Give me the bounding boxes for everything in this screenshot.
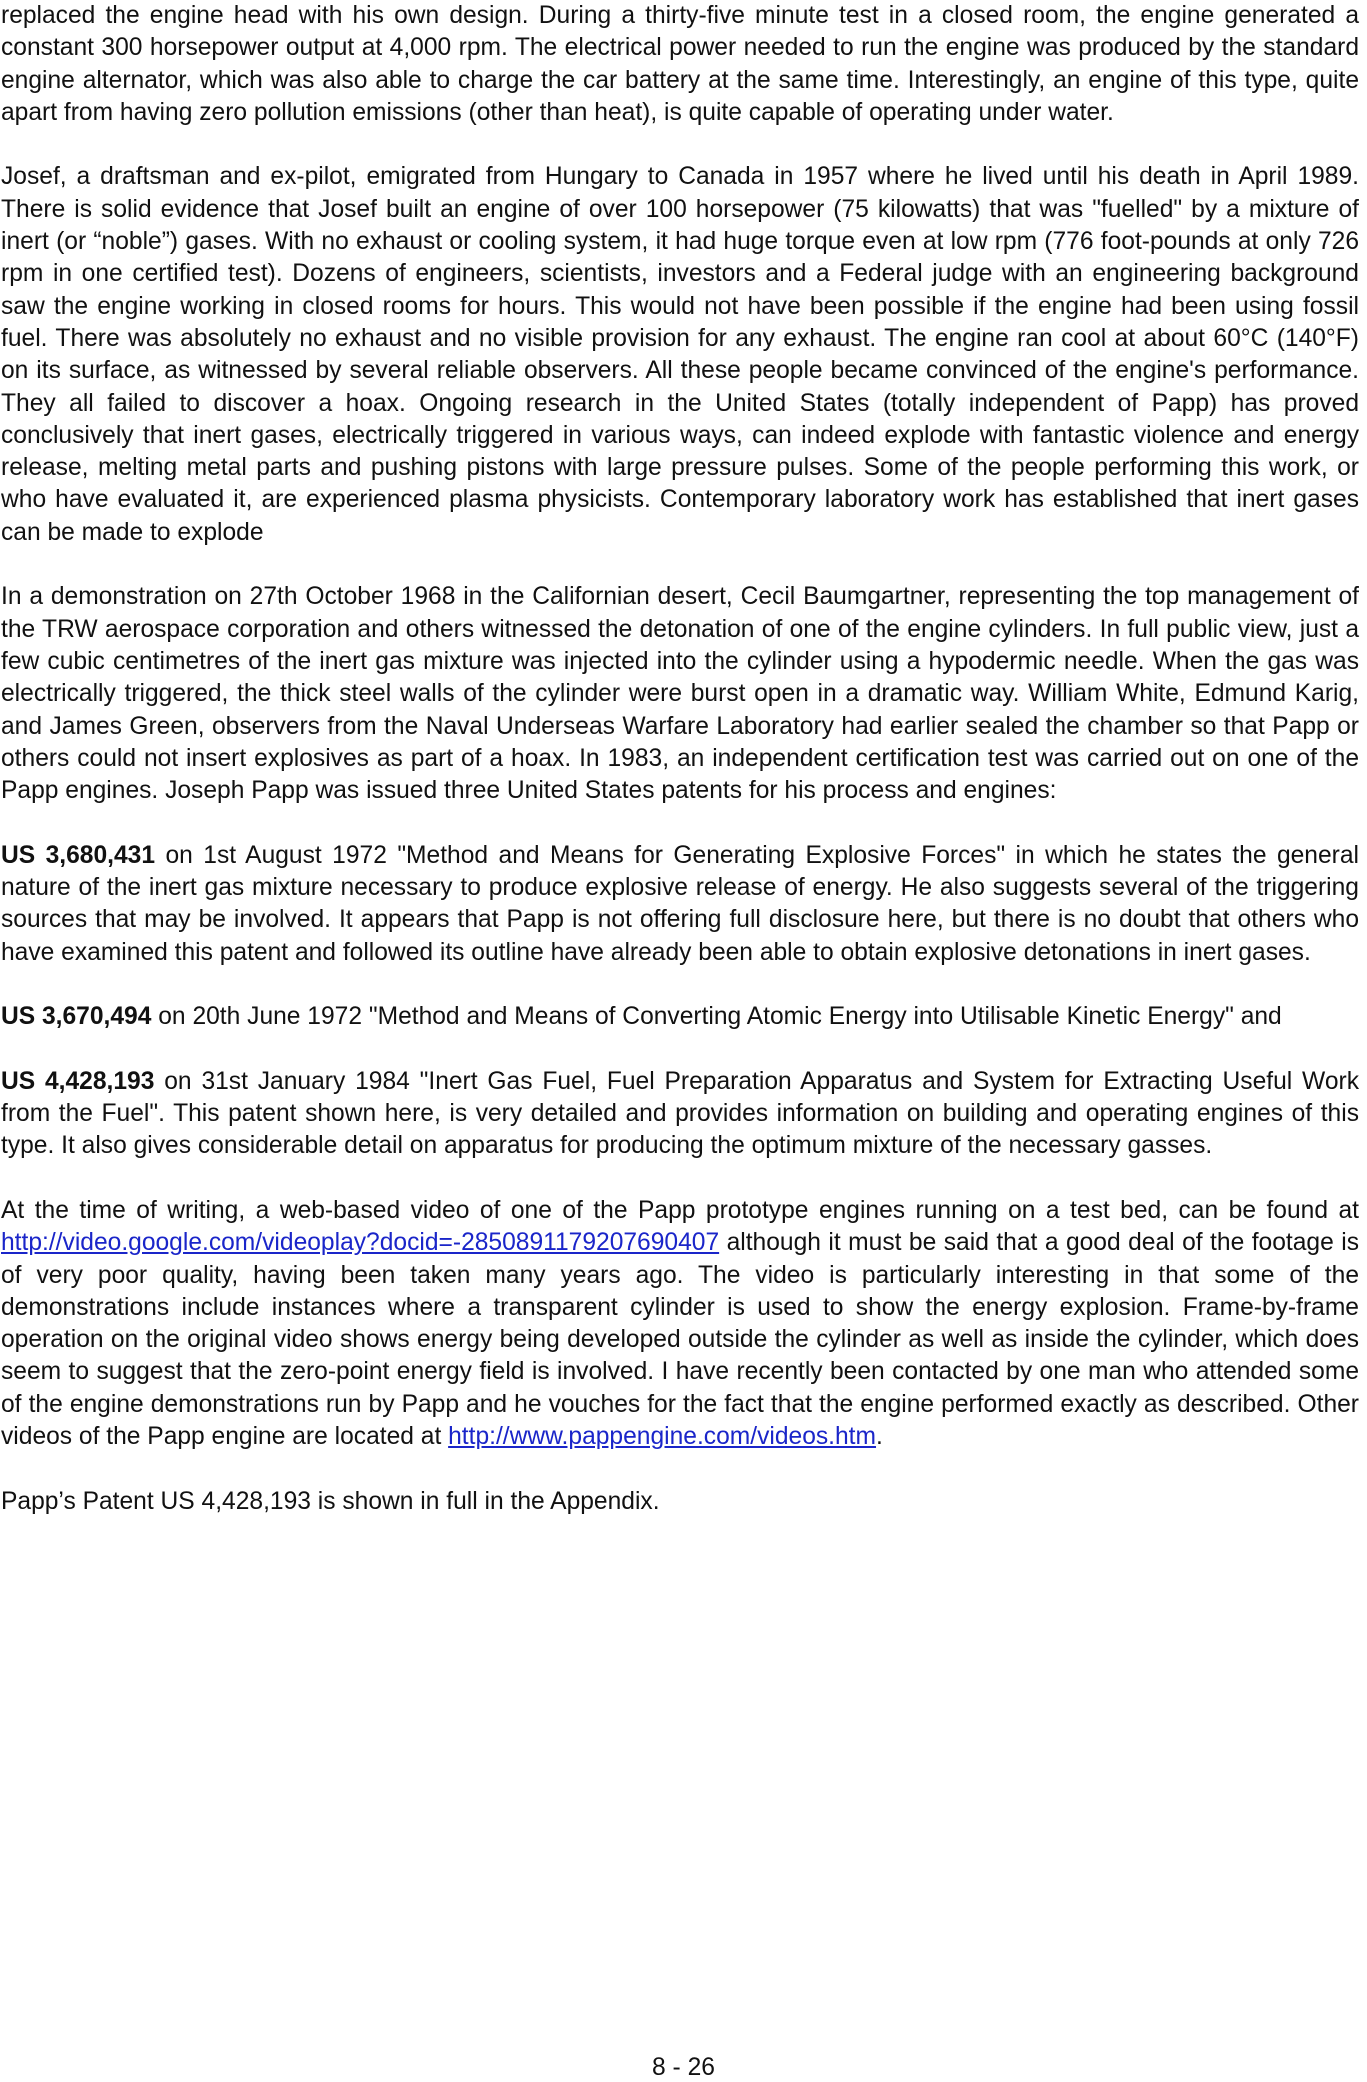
paragraph-engine-test: replaced the engine head with his own design. During a thirty-five minute test in a closed room, the engine generated a constant 300 horsepower output at 4,000 rpm. The electrical power needed to run the engine was produced by the standard engine alternator, which was also able to charge the car battery at the same time. Interestingly, an engine of this type, quite apart from having zero pollution emissions (other than heat), is quite capable of operating under water. [1, 2, 1359, 126]
patent-description: on 20th June 1972 "Method and Means of Converting Atomic Energy into Utilisable Kinetic Energy" and [151, 1003, 1282, 1031]
patent-number: US 3,670,494 [1, 1003, 152, 1031]
body-text [1, 0, 1359, 1550]
patent-number: US 4,428,193 [1, 1067, 155, 1095]
paragraph-patent-4428193 [1, 1066, 1359, 1163]
paragraph-video-links [1, 1195, 1359, 1453]
paragraph-josef-papp-biography: Josef, a draftsman and ex-pilot, emigrated from Hungary to Canada in 1957 where he lived until his death in April 1989. There is solid evidence that Josef built an engine of over 100 horsepower (75 kilowatts) that was "fuelled" by a mixture of inert (or “noble”) gases. With no exhaust or cooling system, it had huge torque even at low rpm (776 foot-pounds at only 726 rpm in one certified test). Dozens of engineers, scientists, investors and a Federal judge with an engineering background saw the engine working in closed rooms for hours. This would not have been possible if the engine had been using fossil fuel. There was absolutely no exhaust and no visible provision for any exhaust. The engine ran cool at about 60°C (140°F) on its surface, as witnessed by several reliable observers. All these people became convinced of the engine's performance. They all failed to discover a hoax. Ongoing research in the United States (totally independent of Papp) has proved conclusively that inert gases, electrically triggered in various ways, can indeed explode with fantastic violence and energy release, melting metal parts and pushing pistons with large pressure pulses. Some of the people performing this work, or who have evaluated it, are experienced plasma physicists. Contemporary laboratory work has established that inert gases can be made to explode [1, 163, 1359, 546]
paragraph-patent-3670494 [1, 1001, 1359, 1033]
page-number: 8 - 26 [652, 2054, 715, 2081]
paragraph-patent-3680431 [1, 840, 1359, 969]
patent-description: on 1st August 1972 "Method and Means for Generating Explosive Forces" in which he states the general nature of the inert gas mixture necessary to produce explosive release of energy. He also suggests several of the triggering sources that may be involved. It appears that Papp is not offering full disclosure here, but there is no doubt that others who have examined this patent and followed its outline have already been able to obtain explosive detonations in inert gases. [1, 841, 1359, 966]
patent-number: US 3,680,431 [1, 841, 156, 869]
paragraph-trw-demonstration: In a demonstration on 27th October 1968 in the Californian desert, Cecil Baumgartner, representing the top management of the TRW aerospace corporation and others witnessed the detonation of one of the engine cylinders. In full public view, just a few cubic centimetres of the inert gas mixture was injected into the cylinder using a hypodermic needle. When the gas was electrically triggered, the thick steel walls of the cylinder were burst open in a dramatic way. William White, Edmund Karig, and James Green, observers from the Naval Underseas Warfare Laboratory had earlier sealed the chamber so that Papp or others could not insert explosives as part of a hoax. In 1983, an independent certification test was carried out on one of the Papp engines. Joseph Papp was issued three United States patents for his process and engines: [1, 583, 1359, 805]
patent-description: on 31st January 1984 "Inert Gas Fuel, Fuel Preparation Apparatus and System for Extracting Useful Work from the Fuel". This patent shown here, is very detailed and provides information on building and operating engines of this type. It also gives considerable detail on apparatus for producing the optimum mixture of the necessary gasses. [1, 1067, 1359, 1160]
video-text-middle: although it must be said that a good deal of the footage is of very poor quality, having been taken many years ago. The video is particularly interesting in that some of the demonstrations include instances where a transparent cylinder is used to show the energy explosion. Frame-by-frame operation on the original video shows energy being developed outside the cylinder as well as inside the cylinder, which does seem to suggest that the zero-point energy field is involved. I have recently been contacted by one man who attended some of the engine demonstrations run by Papp and he vouches for the fact that the engine performed exactly as described. Other videos of the Papp engine are located at [1, 1229, 1359, 1451]
video-text-intro: At the time of writing, a web-based video of one of the Papp prototype engines running on a test bed, can be found at [1, 1196, 1359, 1224]
video-text-end: . [876, 1423, 883, 1451]
pappengine-videos-link[interactable]: http://www.pappengine.com/videos.htm [448, 1423, 877, 1451]
google-video-link[interactable]: http://video.google.com/videoplay?docid=-2850891179207690407 [1, 1229, 720, 1257]
paragraph-appendix-note: Papp’s Patent US 4,428,193 is shown in full in the Appendix. [1, 1487, 660, 1515]
